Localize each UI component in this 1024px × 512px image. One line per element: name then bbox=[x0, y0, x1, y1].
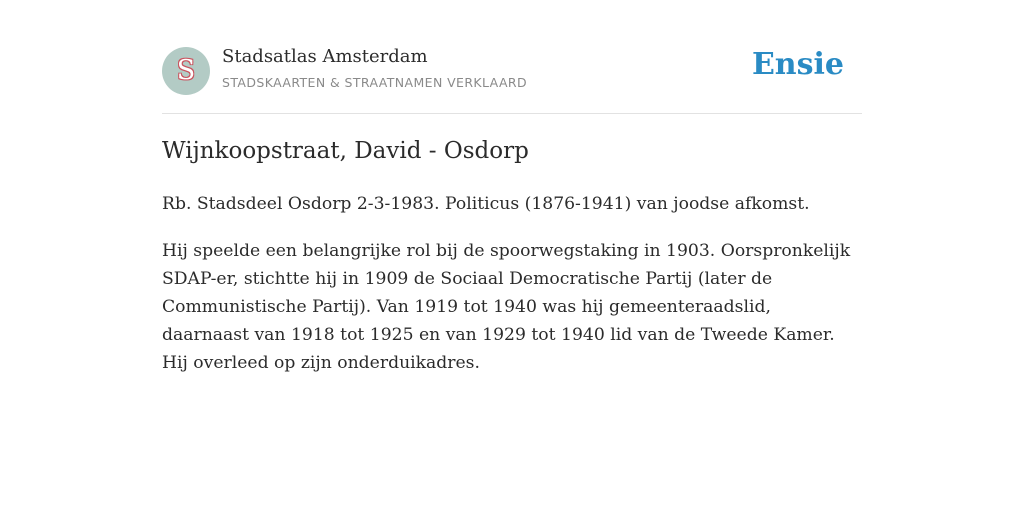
site-title[interactable]: Stadsatlas Amsterdam bbox=[222, 46, 428, 67]
site-subtitle: STADSKAARTEN & STRAATNAMEN VERKLAARD bbox=[222, 75, 528, 90]
page-container bbox=[162, 0, 862, 373]
entry-title: Wijnkoopstraat, David - Osdorp bbox=[162, 138, 529, 164]
brand-logo[interactable]: Ensie bbox=[751, 47, 844, 82]
entry-body bbox=[162, 190, 862, 396]
entry-paragraph: Rb. Stadsdeel Osdorp 2-3-1983. Politicus (1876-1941) van joodse afkomst. bbox=[162, 194, 810, 214]
entry-paragraph: Hij speelde een belangrijke rol bij de spoorwegstaking in 1903. Oorspronkelijk SDAP-er, stichtte hij in 1909 de Sociaal Democratische Partij (later de Communistische Partij). Van 1919 tot 1940 was hij gemeenteraadslid, daarnaast van 1918 tot 1925 en van 1929 tot 1940 lid van de Tweede Kamer. Hij overleed op zijn onderduikadres. bbox=[162, 241, 851, 373]
site-header bbox=[162, 0, 862, 114]
avatar[interactable] bbox=[162, 47, 210, 95]
avatar-letter: S bbox=[176, 55, 196, 86]
